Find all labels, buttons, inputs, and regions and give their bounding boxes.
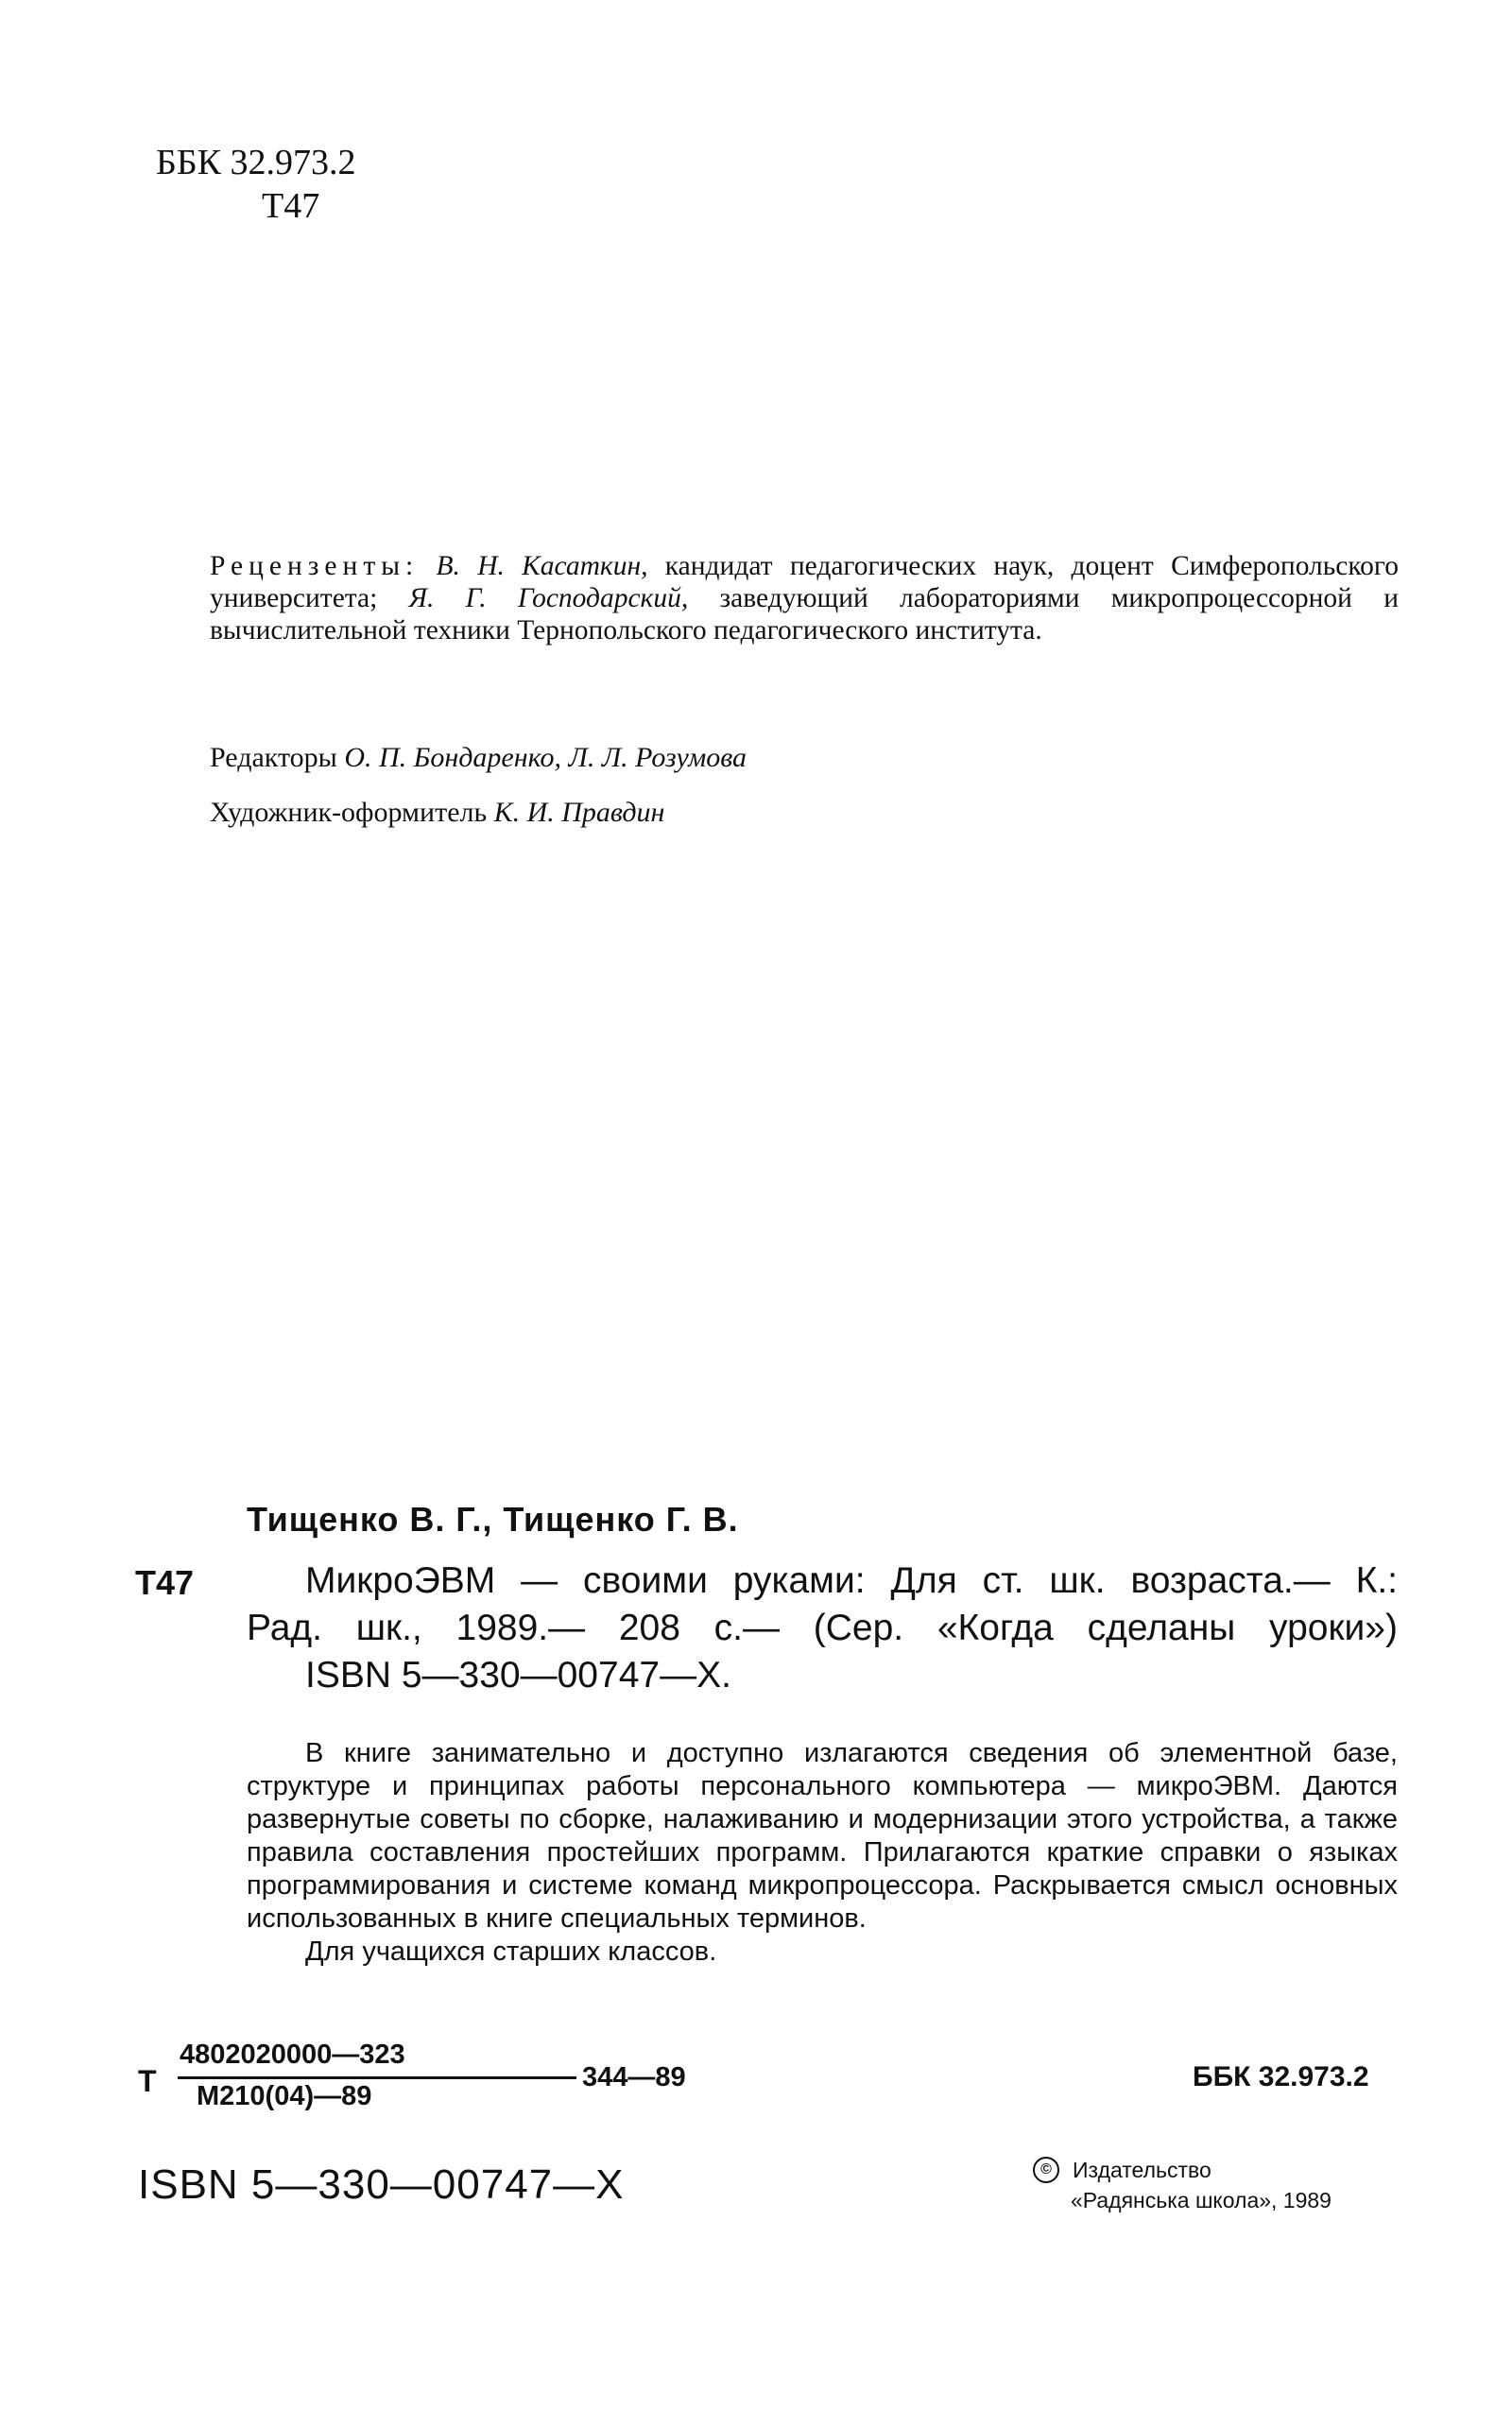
reviewer2-name: Я. Г. Господарский, — [408, 583, 689, 613]
card-description — [247, 1558, 1398, 1699]
copyright-icon: © — [1033, 2157, 1059, 2183]
imprint-t-letter: Т — [138, 2064, 157, 2098]
card-authors: Тищенко В. Г., Тищенко Г. В. — [247, 1500, 739, 1539]
card-abstract — [247, 1737, 1398, 1969]
artist-name: К. И. Правдин — [493, 797, 665, 828]
card-line-2: Рад. шк., 1989.— 208 с.— (Сер. «Когда сделаны уроки») — [247, 1608, 1398, 1648]
author-mark: Т47 — [262, 185, 320, 226]
bbk-label: ББК — [156, 143, 221, 182]
reviewer2-desc: заведующий лабораториями микропроцессорной и вычислительной техники Тернопольского педагогического института. — [210, 583, 1399, 646]
editors-names: О. П. Бондаренко, Л. Л. Розумова — [344, 742, 747, 773]
bbk-line — [156, 142, 356, 185]
reviewers-paragraph — [210, 550, 1399, 646]
copyright-block — [1033, 2155, 1332, 2215]
artist-label: Художник-оформитель — [210, 797, 488, 828]
reviewer1-desc: кандидат педагогических наук, доцент Симферопольского университета; — [210, 551, 1400, 613]
imprint-denominator: М210(04)—89 — [197, 2081, 372, 2111]
card-index: Т47 — [135, 1563, 195, 1602]
publisher-line-2: «Радянська школа», 1989 — [1071, 2188, 1332, 2212]
publisher-line-1: Издательство — [1073, 2158, 1211, 2182]
reviewers-label: Рецензенты: — [210, 551, 420, 581]
bbk-code: 32.973.2 — [230, 143, 356, 182]
abstract-text: В книге занимательно и доступно излагаются сведения об элементной базе, структуре и принципах работы персонального компьютера — микроЭВМ. Даются развернутые советы по сборке, налаживанию и модернизации этого устройства, а также правила составления простейших программ. Прилагаются краткие справки о языках программирования и системе команд микропроцессора. Раскрывается смысл основных использованных в книге специальных терминов. — [247, 1738, 1398, 1934]
editors-label: Редакторы — [210, 742, 337, 773]
artist-line — [210, 797, 664, 829]
audience-text: Для учащихся старших классов. — [305, 1937, 717, 1967]
imprint-bbk: ББК 32.973.2 — [1193, 2061, 1369, 2092]
editors-line — [210, 742, 747, 774]
card-line-3: ISBN 5—330—00747—Х. — [305, 1655, 731, 1696]
imprint-suffix: 344—89 — [582, 2062, 686, 2092]
imprint-numerator: 4802020000—323 — [180, 2040, 405, 2070]
imprint-isbn: ISBN 5—330—00747—Х — [138, 2161, 625, 2208]
card-line-1: МикроЭВМ — своими руками: Для ст. шк. возраста.— К.: — [305, 1560, 1398, 1601]
fraction-bar — [178, 2076, 576, 2079]
bbk-block — [156, 142, 356, 228]
reviewer1-name: В. Н. Касаткин, — [436, 551, 648, 581]
